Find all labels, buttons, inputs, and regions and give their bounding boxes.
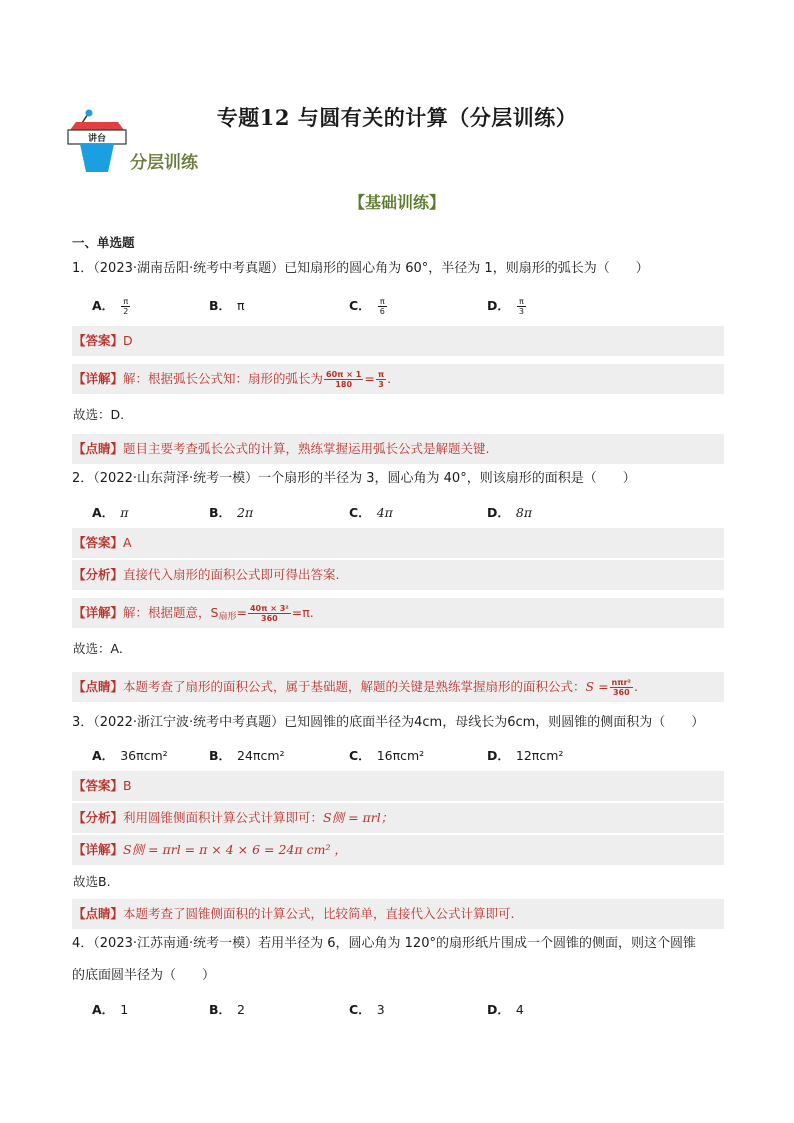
single-choice-heading: 一、单选题 bbox=[72, 235, 135, 250]
option-c: C． 3 bbox=[349, 1002, 385, 1017]
question-2-stem: 2．（2022·山东菏泽·统考一模）一个扇形的半径为 3，圆心角为 40°，则该扇形的面积是（ ） bbox=[72, 471, 636, 486]
q1-answer: 【答案】D bbox=[72, 326, 724, 356]
option-c: C． 16πcm² bbox=[349, 748, 425, 763]
option-b: B． 2 bbox=[209, 1002, 245, 1017]
svg-text:讲台: 讲台 bbox=[87, 134, 107, 144]
q3-answer: 【答案】B bbox=[72, 771, 724, 801]
question-1-stem: 1．（2023·湖南岳阳·统考中考真题）已知扇形的圆心角为 60°，半径为 1，则扇形的弧长为（ ） bbox=[72, 261, 649, 276]
q2-point: 【点睛】本题考查了扇形的面积公式，属于基础题，解题的关键是熟练掌握扇形的面积公式：S = $\frac{\text{nπr²}}{360}$ . bbox=[72, 672, 724, 702]
option-c: C． 4π bbox=[349, 505, 393, 520]
document-title: 专题12 与圆有关的计算（分层训练） bbox=[216, 105, 578, 130]
question-4-stem-line-2: 的底面圆半径为（ ） bbox=[72, 968, 216, 983]
option-a: A． π bbox=[92, 505, 129, 520]
question-4-stem-line-1: 4．（2023·江苏南通·统考一模）若用半径为 6，圆心角为 120°的扇形纸片围成一个圆锥的侧面，则这个圆锥 bbox=[72, 936, 696, 951]
option-a: A． $\frac{\pi}{2}$ bbox=[92, 297, 129, 316]
question-3-stem: 3．（2022·浙江宁波·统考中考真题）已知圆锥的底面半径为4cm，母线长为6cm，则圆锥的侧面积为（ ） bbox=[72, 715, 705, 730]
option-a: A． 1 bbox=[92, 1002, 129, 1017]
q1-detail: 【详解】解：根据弧长公式知：扇形的弧长为 $\frac{60\pi \times 1}{180}$ = $\frac{\pi}{3}$ . bbox=[72, 364, 724, 394]
question-1-options bbox=[92, 296, 712, 316]
q2-detail: 【详解】解：根据题意，$S_{扇形}=$ $\frac{\text{40π × 3²}}{360}$ =π. bbox=[72, 598, 724, 628]
q1-point: 【点睛】题目主要考查弧长公式的计算，熟练掌握运用弧长公式是解题关键. bbox=[72, 434, 724, 464]
q2-answer: 【答案】A bbox=[72, 528, 724, 558]
question-3-options bbox=[92, 746, 712, 766]
option-c: C． $\frac{\pi}{6}$ bbox=[349, 297, 385, 316]
q3-analysis: 【分析】利用圆锥侧面积计算公式计算即可：S侧 = πrl； bbox=[72, 803, 724, 833]
q3-detail: 【详解】S侧 = πrl = π × 4 × 6 = 24π cm² ， bbox=[72, 835, 724, 865]
option-d: D． 12πcm² bbox=[487, 748, 564, 763]
q3-choice: 故选B. bbox=[73, 874, 111, 889]
option-b: B． 24πcm² bbox=[209, 748, 285, 763]
q2-choice: 故选：A. bbox=[73, 641, 123, 656]
q3-point: 【点睛】本题考查了圆锥侧面积的计算公式，比较简单，直接代入公式计算即可. bbox=[72, 899, 724, 929]
option-d: D． $\frac{\pi}{3}$ bbox=[487, 297, 524, 316]
section-subtitle: 分层训练 bbox=[130, 153, 198, 173]
basic-training-banner: 【基础训练】 bbox=[348, 193, 445, 212]
option-b: B． 2π bbox=[209, 505, 254, 520]
option-d: D． 4 bbox=[487, 1002, 524, 1017]
option-b: B． π bbox=[209, 298, 245, 313]
q1-choice: 故选：D. bbox=[73, 407, 125, 422]
question-4-options bbox=[92, 1000, 712, 1020]
question-2-options bbox=[92, 503, 712, 523]
option-a: A． 36πcm² bbox=[92, 748, 168, 763]
option-d: D． 8π bbox=[487, 505, 533, 520]
q2-analysis: 【分析】直接代入扇形的面积公式即可得出答案. bbox=[72, 560, 724, 590]
